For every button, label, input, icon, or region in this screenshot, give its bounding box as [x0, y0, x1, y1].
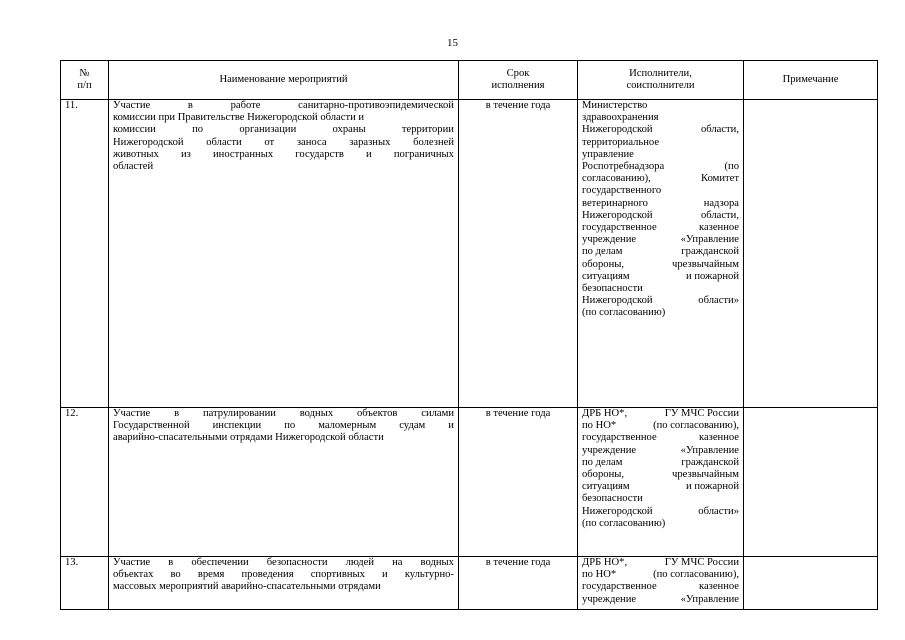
- text-word: болезней: [413, 136, 454, 148]
- text-word: животных: [113, 148, 159, 160]
- table-row: [61, 557, 878, 610]
- text-word: Роспотребнадзора: [582, 161, 665, 173]
- text-word: гражданской: [681, 246, 739, 258]
- text-word: комиссии: [113, 124, 156, 136]
- text-line: [582, 569, 739, 581]
- text-word: патрулировании: [202, 408, 276, 419]
- text-word: заноса: [296, 136, 327, 148]
- text-word: санитарно-противоэпидемической: [298, 100, 454, 111]
- row-number: 11.: [61, 100, 109, 408]
- text-word: и пожарной: [686, 270, 739, 282]
- text-word: по: [192, 124, 204, 136]
- text-line: [582, 161, 739, 173]
- text-line: [582, 420, 739, 432]
- text-line: [113, 112, 454, 124]
- text-word: по делам: [582, 246, 623, 258]
- text-word: (по: [724, 161, 739, 173]
- text-word: казенное: [698, 432, 739, 444]
- text-word: ситуациям: [582, 270, 630, 282]
- text-line: [582, 259, 739, 271]
- events-table: [60, 60, 878, 610]
- text-line: [582, 457, 739, 469]
- text-word: государственное: [582, 432, 657, 444]
- row-deadline: в течение года: [459, 408, 578, 557]
- text-line: [582, 198, 739, 210]
- text-line: [582, 594, 739, 606]
- text-word: в: [174, 408, 180, 419]
- text-word: Нижегородской: [582, 124, 653, 136]
- text-line: [582, 246, 739, 258]
- text-word: маломерным: [318, 420, 377, 432]
- header-number: № п/п: [61, 61, 109, 100]
- text-line: [582, 408, 739, 420]
- text-word: водных: [420, 557, 454, 568]
- text-word: обеспечении: [191, 557, 249, 568]
- row-executors: [578, 557, 744, 610]
- text-word: во: [170, 569, 181, 581]
- text-word: учреждение: [582, 444, 637, 456]
- table-header-row: [61, 61, 878, 100]
- text-word: и: [366, 148, 372, 160]
- text-word: области»: [698, 295, 739, 307]
- row-name: [109, 408, 459, 557]
- text-word: (по согласованию),: [653, 569, 739, 581]
- row-deadline: в течение года: [459, 557, 578, 610]
- text-word: силами: [421, 408, 454, 419]
- text-line: [113, 149, 454, 161]
- text-word: ветеринарного: [582, 197, 648, 209]
- text-word: проведения: [241, 569, 294, 581]
- text-line: [582, 493, 739, 505]
- header-deadline: Срок исполнения: [459, 61, 578, 100]
- text-word: людей: [345, 557, 375, 568]
- text-word: Участие: [113, 100, 151, 111]
- text-line: [582, 149, 739, 161]
- text-line: [582, 185, 739, 197]
- text-line: [582, 469, 739, 481]
- text-word: судам: [399, 420, 426, 432]
- text-word: Участие: [113, 557, 151, 568]
- text-word: чрезвычайным: [672, 258, 739, 270]
- text-word: спортивных: [310, 569, 365, 581]
- text-word: инспекции: [212, 420, 262, 432]
- text-word: Нижегородской: [582, 295, 653, 307]
- text-word: по НО*: [582, 420, 617, 432]
- text-word: комиссии при Правительстве Нижегородской области и: [113, 112, 365, 124]
- text-word: согласованию),: [582, 173, 651, 185]
- text-line: [113, 581, 454, 593]
- text-line: [582, 210, 739, 222]
- text-word: безопасности: [582, 283, 643, 295]
- text-line: [113, 124, 454, 136]
- text-word: объектов: [357, 408, 398, 419]
- text-word: территориальное: [582, 136, 660, 148]
- text-line: [582, 271, 739, 283]
- text-word: управление: [582, 148, 634, 160]
- text-word: иностранных: [213, 148, 274, 160]
- text-word: время: [197, 569, 225, 581]
- text-line: [582, 307, 739, 319]
- text-word: в: [187, 100, 193, 111]
- text-word: «Управление: [680, 444, 739, 456]
- text-word: и: [448, 420, 454, 432]
- text-word: области»: [698, 505, 739, 517]
- text-word: Нижегородской: [582, 209, 653, 221]
- text-line: [582, 581, 739, 593]
- text-word: казенное: [698, 581, 739, 593]
- text-word: территории: [401, 124, 454, 136]
- text-word: Министерство: [582, 100, 648, 111]
- text-line: [582, 481, 739, 493]
- text-line: [113, 408, 454, 420]
- text-line: [582, 137, 739, 149]
- row-number: 13.: [61, 557, 109, 610]
- row-name: [109, 557, 459, 610]
- text-word: Нижегородской: [582, 505, 653, 517]
- text-line: [113, 569, 454, 581]
- text-word: обороны,: [582, 258, 625, 270]
- text-word: в: [168, 557, 174, 568]
- header-name: Наименование мероприятий: [109, 61, 459, 100]
- text-word: (по согласованию): [582, 307, 666, 319]
- text-line: [582, 295, 739, 307]
- text-word: государственное: [582, 581, 657, 593]
- text-word: государственное: [582, 222, 657, 234]
- text-word: чрезвычайным: [672, 469, 739, 481]
- text-word: по НО*: [582, 569, 617, 581]
- text-word: ДРБ НО*,: [582, 557, 628, 568]
- text-line: [582, 173, 739, 185]
- text-word: и: [382, 569, 388, 581]
- text-word: (по согласованию): [582, 517, 666, 529]
- text-word: надзора: [703, 197, 739, 209]
- text-word: безопасности: [266, 557, 328, 568]
- text-line: [582, 222, 739, 234]
- text-word: ДРБ НО*,: [582, 408, 628, 419]
- text-word: организации: [239, 124, 297, 136]
- text-word: культурно-: [404, 569, 454, 581]
- text-line: [113, 420, 454, 432]
- text-line: [582, 557, 739, 569]
- text-line: [113, 432, 454, 444]
- row-notes: [744, 100, 878, 408]
- text-word: по делам: [582, 456, 623, 468]
- text-word: Комитет: [701, 173, 739, 185]
- text-word: и пожарной: [686, 481, 739, 493]
- text-word: от: [264, 136, 275, 148]
- page-number: 15: [447, 37, 458, 49]
- text-line: [582, 518, 739, 530]
- text-word: аварийно-спасательными отрядами Нижегородской области: [113, 432, 384, 444]
- text-word: областей: [113, 161, 154, 173]
- text-line: [113, 137, 454, 149]
- text-word: государственного: [582, 185, 662, 197]
- text-word: ситуациям: [582, 481, 630, 493]
- text-word: ГУ МЧС России: [664, 408, 739, 419]
- text-word: Государственной: [113, 420, 190, 432]
- text-word: работе: [230, 100, 261, 111]
- text-word: охраны: [332, 124, 366, 136]
- text-word: массовых мероприятий аварийно-спасательными отрядами: [113, 581, 381, 593]
- text-word: гражданской: [681, 456, 739, 468]
- text-word: области,: [700, 124, 739, 136]
- text-word: учреждение: [582, 234, 637, 246]
- text-line: [582, 283, 739, 295]
- row-name: [109, 100, 459, 408]
- text-word: водных: [299, 408, 334, 419]
- text-word: обороны,: [582, 469, 625, 481]
- row-notes: [744, 408, 878, 557]
- text-word: ГУ МЧС России: [664, 557, 739, 568]
- text-word: (по согласованию),: [653, 420, 739, 432]
- header-notes: Примечание: [744, 61, 878, 100]
- text-word: «Управление: [680, 593, 739, 605]
- text-word: пограничных: [393, 148, 454, 160]
- row-executors: [578, 100, 744, 408]
- text-line: [582, 100, 739, 112]
- text-line: [113, 100, 454, 112]
- text-word: объектах: [113, 569, 154, 581]
- row-notes: [744, 557, 878, 610]
- row-executors: [578, 408, 744, 557]
- text-word: безопасности: [582, 493, 643, 505]
- text-word: области,: [700, 209, 739, 221]
- header-executors: Исполнители, соисполнители: [578, 61, 744, 100]
- text-line: [582, 432, 739, 444]
- text-word: здравоохранения: [582, 112, 659, 124]
- row-deadline: в течение года: [459, 100, 578, 408]
- text-word: по: [284, 420, 296, 432]
- row-number: 12.: [61, 408, 109, 557]
- text-line: [582, 112, 739, 124]
- text-word: на: [392, 557, 403, 568]
- text-word: Участие: [113, 408, 151, 419]
- text-line: [113, 161, 454, 173]
- text-line: [582, 506, 739, 518]
- text-word: государств: [295, 148, 344, 160]
- text-word: «Управление: [680, 234, 739, 246]
- text-word: заразных: [349, 136, 391, 148]
- table-row: [61, 408, 878, 557]
- text-word: из: [180, 148, 191, 160]
- text-line: [582, 234, 739, 246]
- table-row: [61, 100, 878, 408]
- text-word: казенное: [698, 222, 739, 234]
- text-word: области: [206, 136, 242, 148]
- text-word: Нижегородской: [113, 136, 184, 148]
- text-word: учреждение: [582, 593, 637, 605]
- text-line: [113, 557, 454, 569]
- text-line: [582, 124, 739, 136]
- text-line: [582, 445, 739, 457]
